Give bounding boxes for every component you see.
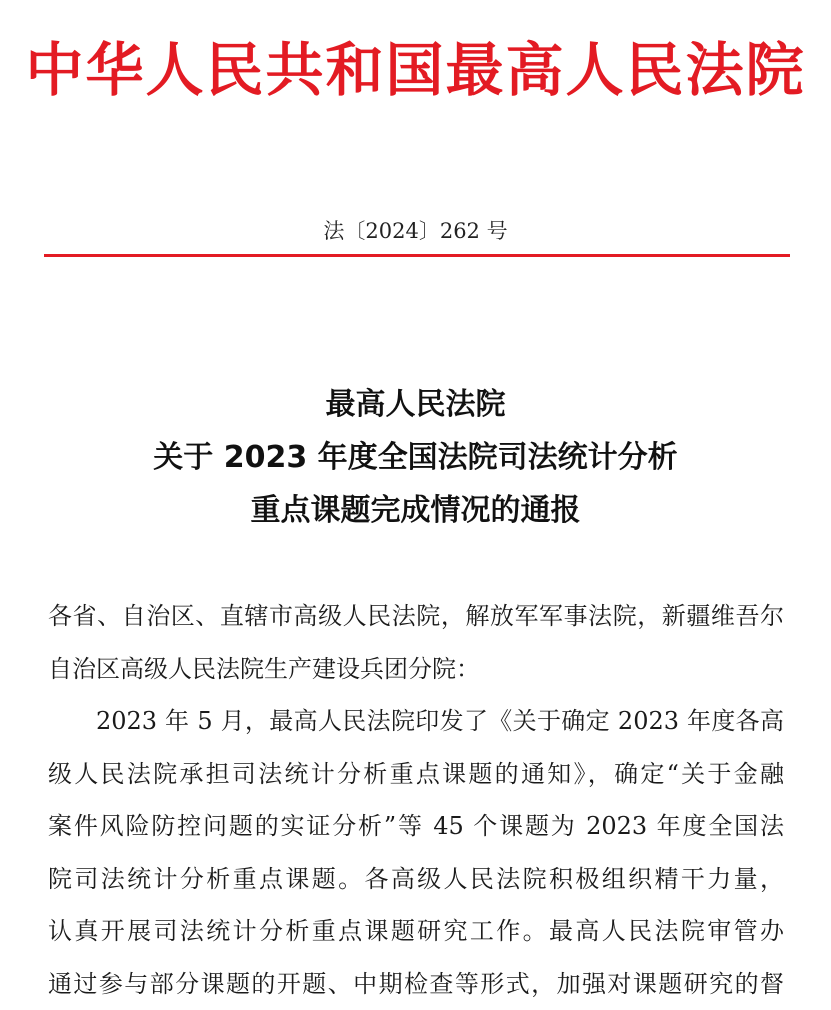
red-divider-line: [44, 254, 790, 257]
masthead-title: 中华人民共和国最高人民法院: [0, 30, 831, 110]
body-paragraph-line: 通过参与部分课题的开题、中期检查等形式，加强对课题研究的督: [48, 958, 784, 1010]
document-number: 法〔2024〕262 号: [0, 214, 831, 248]
title-line: 重点课题完成情况的通报: [0, 484, 831, 537]
body-paragraph-line: 院司法统计分析重点课题。各高级人民法院积极组织精干力量，: [48, 853, 784, 906]
title-line: 关于 2023 年度全国法院司法统计分析: [0, 431, 831, 484]
body-paragraph-line: 2023 年 5 月，最高人民法院印发了《关于确定 2023 年度各高: [48, 695, 784, 748]
addressee-line: 各省、自治区、直辖市高级人民法院，解放军军事法院，新疆维吾尔: [48, 590, 784, 643]
document-body: [48, 590, 784, 1010]
title-line: 最高人民法院: [0, 378, 831, 431]
addressee-line: 自治区高级人民法院生产建设兵团分院：: [48, 643, 784, 696]
body-paragraph-line: 案件风险防控问题的实证分析”等 45 个课题为 2023 年度全国法: [48, 800, 784, 853]
document-title: [0, 378, 831, 537]
body-paragraph-line: 认真开展司法统计分析重点课题研究工作。最高人民法院审管办: [48, 905, 784, 958]
body-paragraph-line: 级人民法院承担司法统计分析重点课题的通知》，确定“关于金融: [48, 748, 784, 801]
